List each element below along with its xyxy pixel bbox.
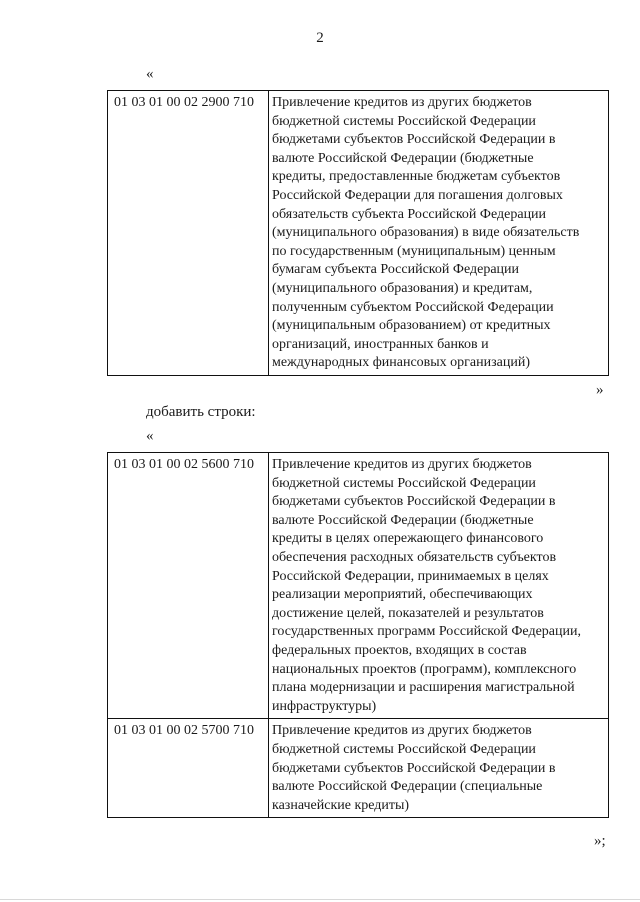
description-line: национальных проектов (программ), комплексного [272,661,577,677]
add-rows-instruction: добавить строки: [146,404,256,420]
table-row [108,91,609,376]
description-line: (муниципального образования) в виде обязательств [272,225,580,241]
budget-description-cell [269,91,609,376]
table-row [108,453,609,719]
description-line: кредиты, предоставленные бюджетам субъектов [272,169,561,185]
budget-table-2-body [108,453,609,818]
description-line: инфраструктуры) [272,698,377,714]
closing-quote-1: » [596,382,604,398]
description-line: достижение целей, показателей и результатов [272,605,544,621]
description-line: обязательств субъекта Российской Федерации [272,206,547,222]
description-line: бюджетной системы Российской Федерации [272,475,536,491]
page-bottom-edge [0,899,640,900]
closing-quote-semicolon: »; [594,833,606,849]
description-line: (муниципальным образованием) от кредитных [272,318,551,334]
description-line: бюджетами субъектов Российской Федерации в [272,760,556,776]
budget-code-cell: 01 03 01 00 02 5600 710 [108,453,269,719]
budget-table-2 [107,452,609,818]
description-line: бюджетами субъектов Российской Федерации в [272,494,556,510]
description-line: валюте Российской Федерации (бюджетные [272,150,534,166]
description-line: бюджетной системы Российской Федерации [272,113,536,129]
budget-code-cell: 01 03 01 00 02 2900 710 [108,91,269,376]
description-line: Российской Федерации для погашения долговых [272,187,563,203]
description-line: государственных программ Российской Федерации, [272,624,581,640]
page-number: 2 [316,30,324,46]
description-line: международных финансовых организаций) [272,355,531,371]
description-line: полученным субъектом Российской Федерации [272,299,554,315]
description-line: организаций, иностранных банков и [272,336,489,352]
description-line: реализации мероприятий, обеспечивающих [272,587,533,603]
budget-description-cell [269,453,609,719]
description-line: валюте Российской Федерации (бюджетные [272,512,534,528]
description-line: Российской Федерации, принимаемых в целях [272,568,549,584]
description-line: бюджетами субъектов Российской Федерации в [272,132,556,148]
description-line: плана модернизации и расширения магистральной [272,680,575,696]
budget-table-1 [107,90,609,376]
opening-quote-1: « [146,66,154,82]
description-line: Привлечение кредитов из других бюджетов [272,457,532,472]
description-line: обеспечения расходных обязательств субъектов [272,549,557,565]
description-line: Привлечение кредитов из других бюджетов [272,95,532,110]
description-line: по государственным (муниципальным) ценным [272,243,556,259]
budget-code-cell: 01 03 01 00 02 5700 710 [108,719,269,818]
table-row [108,719,609,818]
opening-quote-2: « [146,428,154,444]
description-line: федеральных проектов, входящих в состав [272,642,527,658]
description-line: Привлечение кредитов из других бюджетов [272,723,532,739]
description-line: кредиты в целях опережающего финансового [272,531,544,547]
description-line: казначейские кредиты) [272,797,410,813]
description-line: (муниципального образования) и кредитам, [272,280,533,296]
description-line: валюте Российской Федерации (специальные [272,779,543,795]
budget-table-1-body [108,91,609,376]
description-line: бумагам субъекта Российской Федерации [272,262,520,278]
description-line: бюджетной системы Российской Федерации [272,741,536,757]
budget-description-cell [269,719,609,818]
